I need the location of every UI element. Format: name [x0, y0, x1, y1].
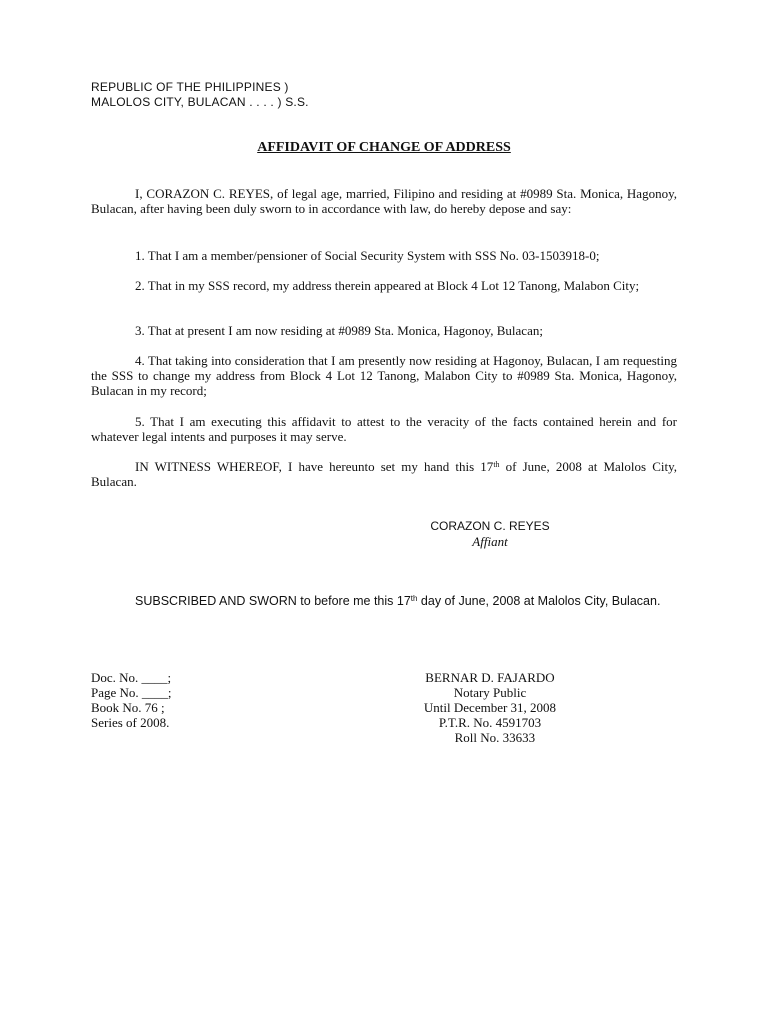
witness-text-start: IN WITNESS WHEREOF, I have hereunto set my hand this 17	[135, 459, 494, 474]
intro-paragraph: I, CORAZON C. REYES, of legal age, married, Filipino and residing at #0989 Sta. Monica, Hagonoy, Bulacan, after having been duly sworn to in accordance with law, do hereby depose and say:	[91, 186, 677, 216]
affiant-name: CORAZON C. REYES	[430, 519, 550, 533]
affiant-signature-block	[390, 519, 590, 549]
notary-name: BERNAR D. FAJARDO	[425, 670, 555, 685]
venue-block	[91, 80, 309, 110]
jurat-text-start: SUBSCRIBED AND SWORN to before me this 17	[135, 594, 411, 608]
series-year: Series of 2008.	[91, 715, 170, 730]
notary-ptr-number: P.T.R. No. 4591703	[438, 715, 542, 730]
jurat-ordinal-suffix: th	[410, 594, 418, 603]
notary-block	[380, 670, 600, 745]
page-number: Page No. ____;	[91, 685, 172, 700]
book-number: Book No. 76 ;	[91, 700, 165, 715]
notarial-register-block	[91, 670, 172, 730]
witness-paragraph	[91, 459, 677, 489]
statement-item-1: 1. That I am a member/pensioner of Social Security System with SSS No. 03-1503918-0;	[135, 248, 600, 263]
jurat-text-end: day of June, 2008 at Malolos City, Bulacan.	[417, 594, 661, 608]
jurat-paragraph	[91, 594, 677, 609]
venue-line-city: MALOLOS CITY, BULACAN . . . . ) S.S.	[91, 95, 309, 109]
witness-ordinal-suffix: th	[493, 460, 500, 469]
notary-title: Notary Public	[453, 685, 527, 700]
statement-item-3: 3. That at present I am now residing at #0989 Sta. Monica, Hagonoy, Bulacan;	[135, 323, 543, 338]
notary-roll-number: Roll No. 33633	[444, 730, 536, 745]
statement-item-2: 2. That in my SSS record, my address therein appeared at Block 4 Lot 12 Tanong, Malabon City;	[135, 278, 640, 293]
statement-item-4: 4. That taking into consideration that I am presently now residing at Hagonoy, Bulacan, I am requesting the SSS to change my address from Block 4 Lot 12 Tanong, Malabon City to #0989 Sta. Monica, Hagonoy, Bulacan in my record;	[91, 353, 677, 398]
venue-line-republic: REPUBLIC OF THE PHILIPPINES )	[91, 80, 289, 94]
witness-text-end: of June, 2008 at Malolos City, Bulacan.	[91, 459, 677, 489]
notary-commission-until: Until December 31, 2008	[423, 700, 557, 715]
statement-item-5: 5. That I am executing this affidavit to attest to the veracity of the facts contained herein and for whatever legal intents and purposes it may serve.	[91, 414, 677, 444]
affiant-role: Affiant	[472, 534, 508, 549]
document-title: AFFIDAVIT OF CHANGE OF ADDRESS	[257, 140, 511, 155]
doc-number: Doc. No. ____;	[91, 670, 172, 685]
